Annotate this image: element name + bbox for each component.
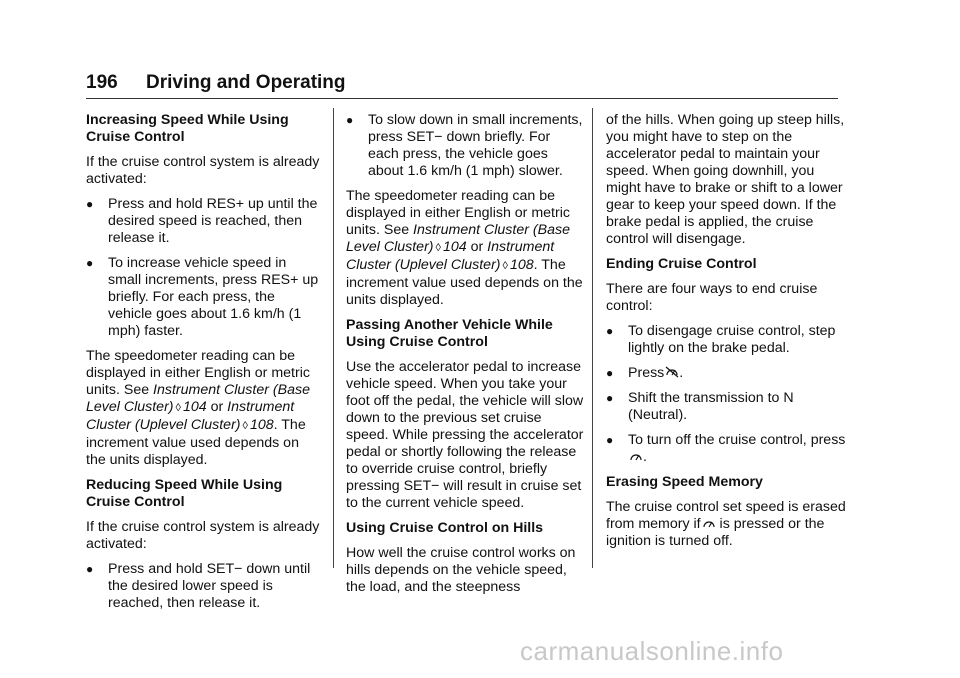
page-number: 196 bbox=[86, 72, 118, 93]
cruise-control-icon bbox=[629, 450, 643, 462]
paragraph: If the cruise control system is already activated: bbox=[86, 519, 320, 552]
paragraph-speedometer bbox=[346, 188, 584, 309]
link-instrument-cluster-uplevel[interactable]: Instrument Cluster (Uplevel Cluster) bbox=[86, 399, 295, 433]
text: . bbox=[679, 365, 684, 381]
bullet-text: Press and hold SET− down until the desired lower speed is reached, then release it. bbox=[108, 561, 311, 611]
text: . bbox=[643, 449, 647, 465]
bullet-item bbox=[86, 255, 322, 340]
text: or bbox=[206, 399, 228, 415]
paragraph: There are four ways to end cruise control: bbox=[606, 281, 818, 314]
text: The speedometer reading can be displayed in either English or metric units. See bbox=[86, 348, 310, 398]
text: The cruise control set speed is erased from memory if bbox=[606, 499, 846, 532]
bullet-text: Press and hold RES+ up until the desired speed is reached, then release it. bbox=[108, 196, 318, 246]
link-instrument-cluster-base[interactable]: Instrument Cluster (Base Level Cluster) bbox=[346, 222, 570, 255]
page-ref-104[interactable]: 104 bbox=[182, 399, 207, 415]
bullet-icon: ● bbox=[86, 256, 94, 270]
link-instrument-cluster-base[interactable]: Instrument Cluster (Base Level Cluster) bbox=[86, 382, 310, 415]
bullet-item bbox=[86, 561, 322, 612]
bullet-item bbox=[606, 390, 846, 424]
bullet-text: Press bbox=[628, 365, 665, 381]
bullet-item bbox=[86, 196, 322, 247]
header-rule bbox=[86, 98, 838, 99]
paragraph-erasing bbox=[606, 499, 846, 550]
column-1 bbox=[86, 112, 322, 620]
bullet-icon: ● bbox=[606, 366, 614, 380]
text: . The increment value used depends on the units displayed. bbox=[86, 417, 306, 468]
heading-hills: Using Cruise Control on Hills bbox=[346, 520, 544, 536]
page-ref-icon: ◊ bbox=[502, 260, 508, 272]
heading-reducing-speed: Reducing Speed While Using Cruise Control bbox=[86, 477, 283, 510]
paragraph: Use the accelerator pedal to increase vehicle speed. When you take your foot off the pedal, the vehicle will slow down to the previous set cruise speed. While pressing the accelerator pedal or shortly following the release to override cruise control, briefly pressing SET− will result in cruise set to the current vehicle speed. bbox=[346, 359, 584, 511]
page-ref-108[interactable]: 108 bbox=[249, 417, 274, 433]
text: . The increment value used depends on the units displayed. bbox=[346, 257, 583, 308]
text: is pressed or the ignition is turned off. bbox=[606, 516, 825, 549]
bullet-item bbox=[606, 432, 846, 466]
cruise-control-icon bbox=[702, 517, 716, 529]
text: The speedometer reading can be displayed in either English or metric units. See bbox=[346, 188, 570, 238]
bullet-icon: ● bbox=[86, 562, 94, 576]
paragraph: If the cruise control system is already activated: bbox=[86, 154, 320, 187]
bullet-icon: ● bbox=[606, 391, 614, 405]
page-header bbox=[86, 70, 838, 98]
bullet-text: To turn off the cruise control, press bbox=[628, 432, 846, 448]
paragraph-speedometer bbox=[86, 348, 322, 469]
page-ref-icon: ◊ bbox=[435, 242, 441, 254]
column-divider-1 bbox=[333, 108, 334, 568]
bullet-icon: ● bbox=[606, 324, 614, 338]
bullet-text: To increase vehicle speed in small increments, press RES+ up briefly. For each press, the vehicle goes about 1.6 km/h (1 mph) faster. bbox=[108, 255, 319, 339]
link-instrument-cluster-uplevel[interactable]: Instrument Cluster (Uplevel Cluster) bbox=[346, 239, 555, 273]
cruise-cancel-icon bbox=[665, 366, 679, 378]
bullet-text: To slow down in small increments, press SET− down briefly. For each press, the vehicle goes about 1.6 km/h (1 mph) slower. bbox=[368, 112, 583, 179]
heading-erasing-memory: Erasing Speed Memory bbox=[606, 474, 763, 490]
page-ref-104[interactable]: 104 bbox=[442, 239, 467, 255]
paragraph: of the hills. When going up steep hills, you might have to step on the accelerator pedal to maintain your speed. When going downhill, you might have to brake or shift to a lower gear to keep your speed down. If the brake pedal is applied, the cruise control will disengage. bbox=[606, 112, 845, 247]
bullet-icon: ● bbox=[346, 113, 354, 127]
page-title: Driving and Operating bbox=[146, 72, 346, 93]
column-divider-2 bbox=[592, 108, 593, 568]
page-ref-icon: ◊ bbox=[175, 402, 181, 414]
bullet-item bbox=[606, 323, 846, 357]
bullet-icon: ● bbox=[86, 197, 94, 211]
page-ref-icon: ◊ bbox=[242, 420, 248, 432]
heading-passing-vehicle: Passing Another Vehicle While Using Cruise Control bbox=[346, 317, 553, 350]
bullet-item bbox=[346, 112, 584, 180]
bullet-text: Shift the transmission to N (Neutral). bbox=[628, 390, 794, 423]
page-ref-108[interactable]: 108 bbox=[509, 257, 534, 273]
bullet-text: To disengage cruise control, step lightly on the brake pedal. bbox=[628, 323, 836, 356]
column-3 bbox=[606, 112, 846, 558]
bullet-item bbox=[606, 365, 846, 382]
column-2 bbox=[346, 112, 584, 604]
heading-increasing-speed: Increasing Speed While Using Cruise Control bbox=[86, 112, 289, 145]
bullet-icon: ● bbox=[606, 433, 614, 447]
text: or bbox=[466, 239, 488, 255]
watermark: carmanualsonline.info bbox=[520, 636, 784, 666]
paragraph: How well the cruise control works on hills depends on the vehicle speed, the load, and the steepness bbox=[346, 545, 576, 595]
heading-ending-cruise: Ending Cruise Control bbox=[606, 256, 757, 272]
